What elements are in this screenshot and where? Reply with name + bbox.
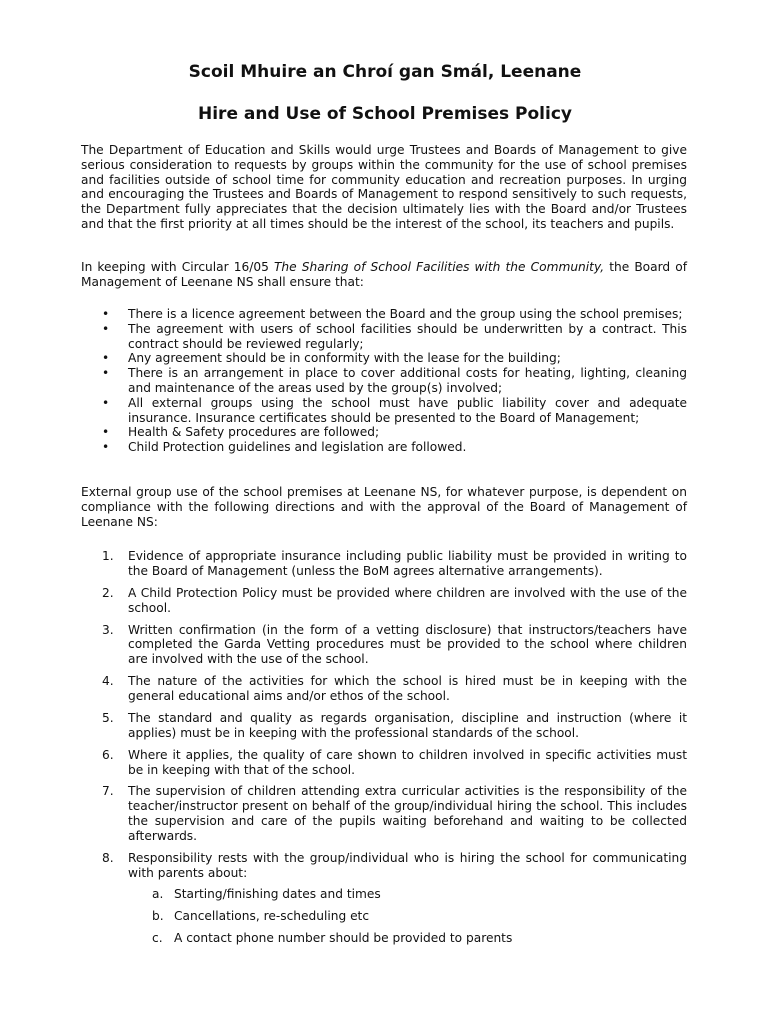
list-item (81, 784, 687, 843)
list-item (81, 322, 687, 352)
circular-title: The Sharing of School Facilities with the Community, (273, 260, 605, 274)
list-item (81, 307, 687, 322)
list-item (81, 711, 687, 741)
sub-list-item (128, 887, 687, 902)
list-number: 3. (102, 622, 114, 637)
list-item-text: The supervision of children attending extra curricular activities is the responsibility of the teacher/instructor present on behalf of the group/individual hiring the school. This includes the supervision and care of the pupils waiting beforehand and waiting to be collected afterwards. (128, 784, 687, 843)
list-item-text: There is a licence agreement between the Board and the group using the school premises; (128, 307, 683, 321)
list-item-text: Responsibility rests with the group/individual who is hiring the school for communicating with parents about: (128, 850, 687, 880)
external-use-paragraph: External group use of the school premises at Leenane NS, for whatever purpose, is dependent on compliance with the following directions and with the approval of the Board of Management of Leenane NS: (81, 485, 687, 529)
list-item (81, 425, 687, 440)
sub-list-item (128, 909, 687, 924)
list-number: 5. (102, 710, 114, 725)
list-item-text: The standard and quality as regards organisation, discipline and instruction (where it applies) must be in keeping with the professional standards of the school. (128, 710, 687, 740)
bullet-icon: • (102, 321, 110, 336)
bullet-icon: • (102, 395, 110, 410)
list-item (81, 351, 687, 366)
sub-list-letter: b. (152, 909, 164, 924)
list-item (81, 549, 687, 579)
list-item-text: Child Protection guidelines and legislation are followed. (128, 440, 467, 455)
policy-title: Hire and Use of School Premises Policy (198, 104, 572, 124)
communication-sublist (128, 887, 687, 946)
list-number: 4. (102, 674, 114, 689)
list-item (81, 674, 687, 704)
bullet-icon: • (102, 425, 110, 440)
list-item-text: Written confirmation (in the form of a vetting disclosure) that instructors/teachers have completed the Garda Vetting procedures must be provided to the school where children are involved with the use of the school. (128, 622, 687, 667)
list-number: 1. (102, 549, 114, 563)
circular-text-after: the Board of Management of Leenane NS shall ensure that: (81, 260, 687, 289)
sub-list-letter: a. (152, 887, 164, 902)
list-item-text: There is an arrangement in place to cover additional costs for heating, lighting, cleaning and maintenance of the areas used by the group(s) involved; (128, 366, 687, 395)
list-item (81, 851, 687, 946)
ensure-list (81, 307, 687, 455)
list-item-text: Any agreement should be in conformity with the lease for the building; (128, 351, 561, 366)
sub-list-item-text: Starting/finishing dates and times (174, 887, 381, 902)
list-number: 6. (102, 747, 114, 762)
directions-list (81, 549, 687, 953)
list-item-text: All external groups using the school must have public liability cover and adequate insurance. Insurance certificates should be presented to the Board of Management; (128, 395, 687, 425)
list-number: 8. (102, 850, 114, 865)
list-item-text: Health & Safety procedures are followed; (128, 425, 380, 440)
bullet-icon: • (102, 440, 110, 455)
list-item-text: A Child Protection Policy must be provided where children are involved with the use of the school. (128, 585, 687, 615)
list-item (81, 366, 687, 396)
list-item (81, 440, 687, 455)
list-number: 7. (102, 784, 114, 799)
sub-list-letter: c. (152, 931, 163, 946)
list-item (81, 586, 687, 616)
intro-paragraph: The Department of Education and Skills would urge Trustees and Boards of Management to give serious consideration to requests by groups within the community for the use of school premises and facilities outside of school time for community education and recreation purposes. In urging and encouraging the Trustees and Boards of Management to respond sensitively to such requests, the Department fully appreciates that the decision ultimately lies with the Board and/or Trustees and that the first priority at all times should be the interest of the school, its teachers and pupils. (81, 143, 687, 231)
list-item (81, 623, 687, 667)
list-item-text: Where it applies, the quality of care shown to children involved in specific activities must be in keeping with that of the school. (128, 747, 687, 777)
list-item-text: Evidence of appropriate insurance including public liability must be provided in writing to the Board of Management (unless the BoM agrees alternative arrangements). (128, 549, 687, 578)
list-item-text: The nature of the activities for which the school is hired must be in keeping with the general educational aims and/or ethos of the school. (128, 674, 687, 703)
list-item (81, 396, 687, 426)
list-item-text: The agreement with users of school facilities should be underwritten by a contract. This contract should be reviewed regularly; (128, 321, 687, 351)
sub-list-item (128, 931, 687, 946)
circular-paragraph (81, 260, 687, 290)
list-number: 2. (102, 585, 114, 600)
sub-list-item-text: A contact phone number should be provided to parents (174, 931, 513, 946)
bullet-icon: • (102, 366, 110, 381)
list-item (81, 748, 687, 778)
circular-text-before: In keeping with Circular 16/05 (81, 260, 274, 274)
sub-list-item-text: Cancellations, re-scheduling etc (174, 909, 370, 924)
bullet-icon: • (102, 351, 110, 366)
school-name: Scoil Mhuire an Chroí gan Smál, Leenane (188, 62, 582, 82)
bullet-icon: • (102, 307, 110, 321)
